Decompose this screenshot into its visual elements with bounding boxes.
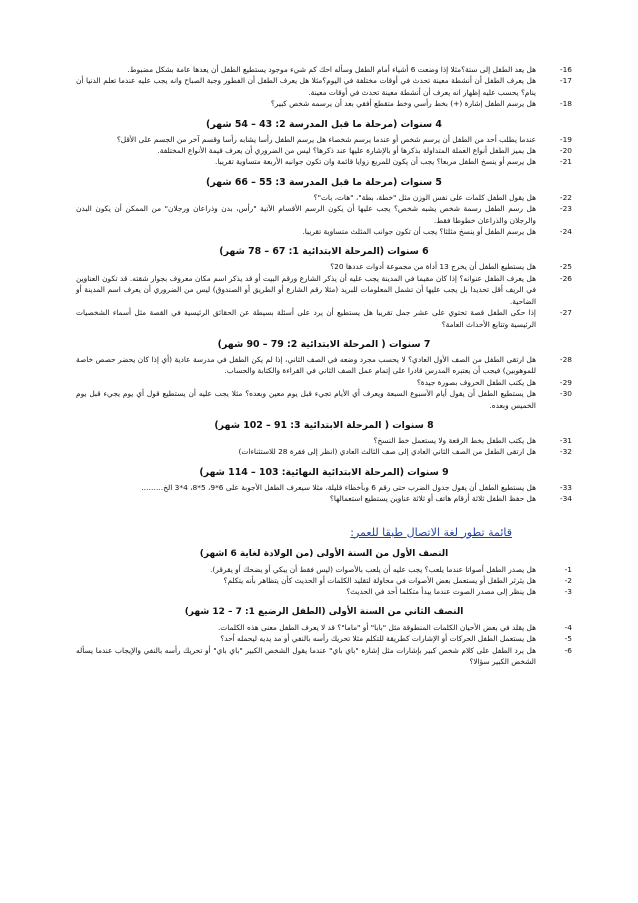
list-item	[76, 633, 572, 644]
item-text: هل يرد الطفل على كلام شخص كبير بإشارات مثل إشارة "باي باي" عندما يقول الشخص الكبير "باي باي" أو تحريك رأسه بالنفي والإيجاب عندما يسأله الشخص الكبير سؤالا؟	[76, 645, 536, 666]
item-number: -5	[564, 634, 572, 644]
item-number: -1	[564, 564, 572, 574]
list-item	[76, 446, 572, 457]
list-item	[76, 307, 572, 330]
item-number: -23	[559, 204, 572, 214]
item-text: هل حفظ الطفل ثلاثة أرقام هاتف أو ثلاثة عناوين يستطيع استعمالها؟	[329, 494, 536, 504]
item-text: هل يقول الطفل كلمات على نفس الوزن مثل "خطة، بطة"، "هات، بات"؟	[313, 192, 536, 202]
item-text: هل يستطيع الطفل أن يخرج 13 أداة من مجموعة أدوات عددها 20؟	[330, 262, 536, 272]
item-number: -19	[559, 134, 572, 144]
item-text: عندما يطلب أحد من الطفل أن يرسم شخص أو عندما يرسم شخصاء هل يرسم الطفل رأسا يشابه رأسا وقسم آخر من الجسم على الأقل؟	[116, 134, 536, 144]
list-item	[76, 575, 572, 586]
item-number: -20	[559, 146, 572, 156]
item-number: -27	[559, 308, 572, 318]
item-text: هل يصدر الطفل أصواتا عندما يلعب؟ يجب عليه أن يلعب بالأصوات (ليس فقط أن يبكي أو يضحك أو يقرقر).	[210, 564, 536, 574]
item-number: -24	[559, 227, 572, 237]
item-number: -22	[559, 192, 572, 202]
section-title-8: 8 سنوات ( المرحلة الابتدائية 3: 91 – 102 شهر)	[214, 419, 434, 431]
item-text: هل ارتقى الطفل من الصف الأول العادي؟ لا يحسب مجرد وضعه في الصف الثاني، إذا لم يكن الطفل في مدرسة عادية (أي إذا كان يحضر حصص خاصة للموهوبين) فيجب أن يعتبره المدرس قادرا على إتمام عمل الصف الثاني في القراءة والكتابة والحساب.	[76, 354, 536, 376]
section-title-5: 5 سنوات (مرحلة ما قبل المدرسة 3: 55 – 66 شهر)	[206, 176, 442, 188]
item-text: هل ينظر إلى مصدر الصوت عندما يبدأ متكلما أحد في الحديث؟	[346, 587, 536, 597]
item-number: -21	[559, 157, 572, 167]
list-item	[76, 98, 572, 109]
item-text: هل يعرف الطفل عنوانه؟ إذا كان مقيما في المدينة يجب عليه أن يذكر الشارع ورقم البيت أو قد يذكر اسم مكان معروف بجوار شقته. قد تكون العناوين في الريف أقل تحديدا بل يجب عليها أن تشمل المعلومات للبريد (مثلا رقم الشارع أو الطريق أو الصندوق) ليس من الضروري أن يعرف اسم المدينة أو الضاحية.	[76, 273, 536, 306]
item-text: هل يقلد في بعض الأحيان الكلمات المنطوقة مثل "بابا" أو "ماما"؟ قد لا يعرف الطفل معنى هذه الكلمات.	[217, 622, 536, 632]
list-item	[76, 134, 572, 145]
list-item	[76, 622, 572, 633]
item-number: -6	[564, 645, 572, 655]
item-number: -31	[559, 435, 572, 445]
list-item	[76, 435, 572, 446]
list-item	[76, 261, 572, 272]
item-number: -33	[559, 482, 572, 492]
item-number: -4	[564, 622, 572, 632]
half-year-title-2: النصف الثاني من السنة الأولى (الطفل الرضيع 1: 7 – 12 شهر)	[184, 606, 464, 617]
list-item	[76, 226, 572, 237]
item-text: هل يستطيع الطفل أن يقول أيام الأسبوع السبعة ويعرف أي الأيام تجيء قبل يوم معين وبعده؟ مثلا يجب عليه أن يستطيع قول أي يوم يجيء قبل يوم الخميس وبعده.	[76, 389, 536, 410]
list-item	[76, 564, 572, 575]
item-number: -16	[559, 65, 572, 74]
item-number: -32	[559, 447, 572, 457]
section-title-4: 4 سنوات (مرحلة ما قبل المدرسة 2: 43 – 54 شهر)	[206, 118, 442, 130]
list-item	[76, 145, 572, 156]
section-title-7: 7 سنوات ( المرحلة الابتدائية 2: 79 – 90 شهر)	[217, 338, 431, 350]
item-text: هل يثرثر الطفل أو يستعمل بعض الأصوات في محاولة لتقليد الكلمات أو الحديث كأن يتظاهر بأنه يتكلم؟	[223, 575, 536, 585]
list-item	[76, 64, 572, 75]
half-year-title-1: النصف الأول من السنة الأولى (من الولادة لغاية 6 اشهر)	[199, 548, 449, 559]
item-text: هل يعد الطفل إلى ستة؟مثلا إذا وضعت 6 أشياء أمام الطفل وسأله احك كم شيء موجود يستطيع الطفل أن يعدها عامة بشكل مضبوط.	[127, 65, 536, 74]
item-text: هل يكتب الطفل الحروف بصورة جيدة؟	[416, 377, 536, 387]
item-number: -2	[564, 575, 572, 585]
item-number: -17	[559, 76, 572, 86]
list-item	[76, 493, 572, 504]
item-number: -29	[559, 377, 572, 387]
item-text: هل ارتقى الطفل من الصف الثاني العادي إلى صف الثالث العادي (انظر إلى فقرة 28 للاستثناءات)	[238, 447, 536, 457]
list-item	[76, 482, 572, 493]
list-item	[76, 377, 572, 388]
item-text: هل يميز الطفل أنواع العملة المتداولة بذكرها أو بالإشارة عليها عند ذكرها؟ ليس من الضروري أن يعرف قيمة الأنواع المختلفة.	[157, 146, 536, 156]
item-text: هل يرسم أو ينسخ الطفل مربعا؟ يجب أن يكون للمربع زوايا قائمة وان تكون جوانبه الأربعة متساوية تقريبا.	[215, 157, 536, 167]
section-title-6: 6 سنوات (المرحلة الابتدائية 1: 67 – 78 شهر)	[219, 246, 429, 258]
items-group-a	[76, 64, 572, 110]
item-number: -25	[559, 262, 572, 272]
item-text: هل يعرف الطفل أن أنشطة معينة تحدث في أوقات مختلفة في اليوم؟مثلا هل يعرف الطفل أن الفطور وجبة الصباح وانه يجب عليه عندما تعلم الدنيا أن ينام؟ يحسب عليه إظهار انه يعرف أن أنشطة معينة تحدث في أوقات معينة.	[76, 76, 536, 97]
list-item	[76, 75, 572, 98]
item-text: هل يستعمل الطفل الحركات أو الإشارات كطريقة للتكلم مثلا تحريك رأسه بالنفي أو مد يديه ليحمله أحد؟	[220, 634, 536, 644]
item-number: -26	[559, 273, 572, 283]
list-item	[76, 192, 572, 203]
list-item	[76, 156, 572, 167]
list-item	[76, 203, 572, 226]
language-list-title: قائمة تطور لغة الاتصال طبقا للعمر:	[350, 525, 512, 539]
list-item	[76, 586, 572, 597]
item-number: -18	[559, 99, 572, 109]
item-text: هل يستطيع الطفل أن يقول جدول الضرب حتى رقم 6 وبأخطاء قليلة، مثلا سيعرف الطفل الأجوبة على 6*9، 5*8، 4*3 الخ………	[141, 482, 536, 492]
list-item	[76, 645, 572, 668]
item-text: إذا حكى الطفل قصة تحتوي على عشر جمل تقريبا هل يستطيع أن يرد على أسئلة بسيطة عن الحقائق الرئيسية في القصة مثل أسماء الشخصيات الرئيسية وتتابع الأحداث العامة؟	[76, 308, 536, 329]
list-item	[76, 354, 572, 377]
item-text: هل يرسم الطفل أو ينسخ مثلثا؟ يجب أن تكون جوانب المثلث متساوية تقريبا.	[302, 227, 536, 237]
list-item	[76, 273, 572, 307]
item-text: هل يرسم الطفل إشارة (+) بخط رأسي وخط متقطع أفقي بعد أن يرسمه شخص كبير؟	[270, 99, 536, 109]
item-text: هل يكتب الطفل بخط الرقعة ولا يستعمل خط النسخ؟	[373, 435, 536, 445]
list-item	[76, 388, 572, 411]
item-number: -3	[564, 587, 572, 597]
item-text: هل رسم الطفل رسمة شخص يشبه شخص؟ يجب عليها أن يكون الرسم الأقسام الآتية "رأس، بدن وذراعان ورجلان" من الممكن أن يكون البدن والرجلان والذراعان خطوطا فقط.	[76, 204, 536, 225]
item-number: -30	[559, 389, 572, 399]
section-title-9: 9 سنوات (المرحلة الابتدائية النهائية: 103 – 114 شهر)	[199, 466, 449, 478]
item-number: -34	[559, 494, 572, 504]
document-page	[76, 64, 572, 667]
item-number: -28	[559, 354, 572, 364]
